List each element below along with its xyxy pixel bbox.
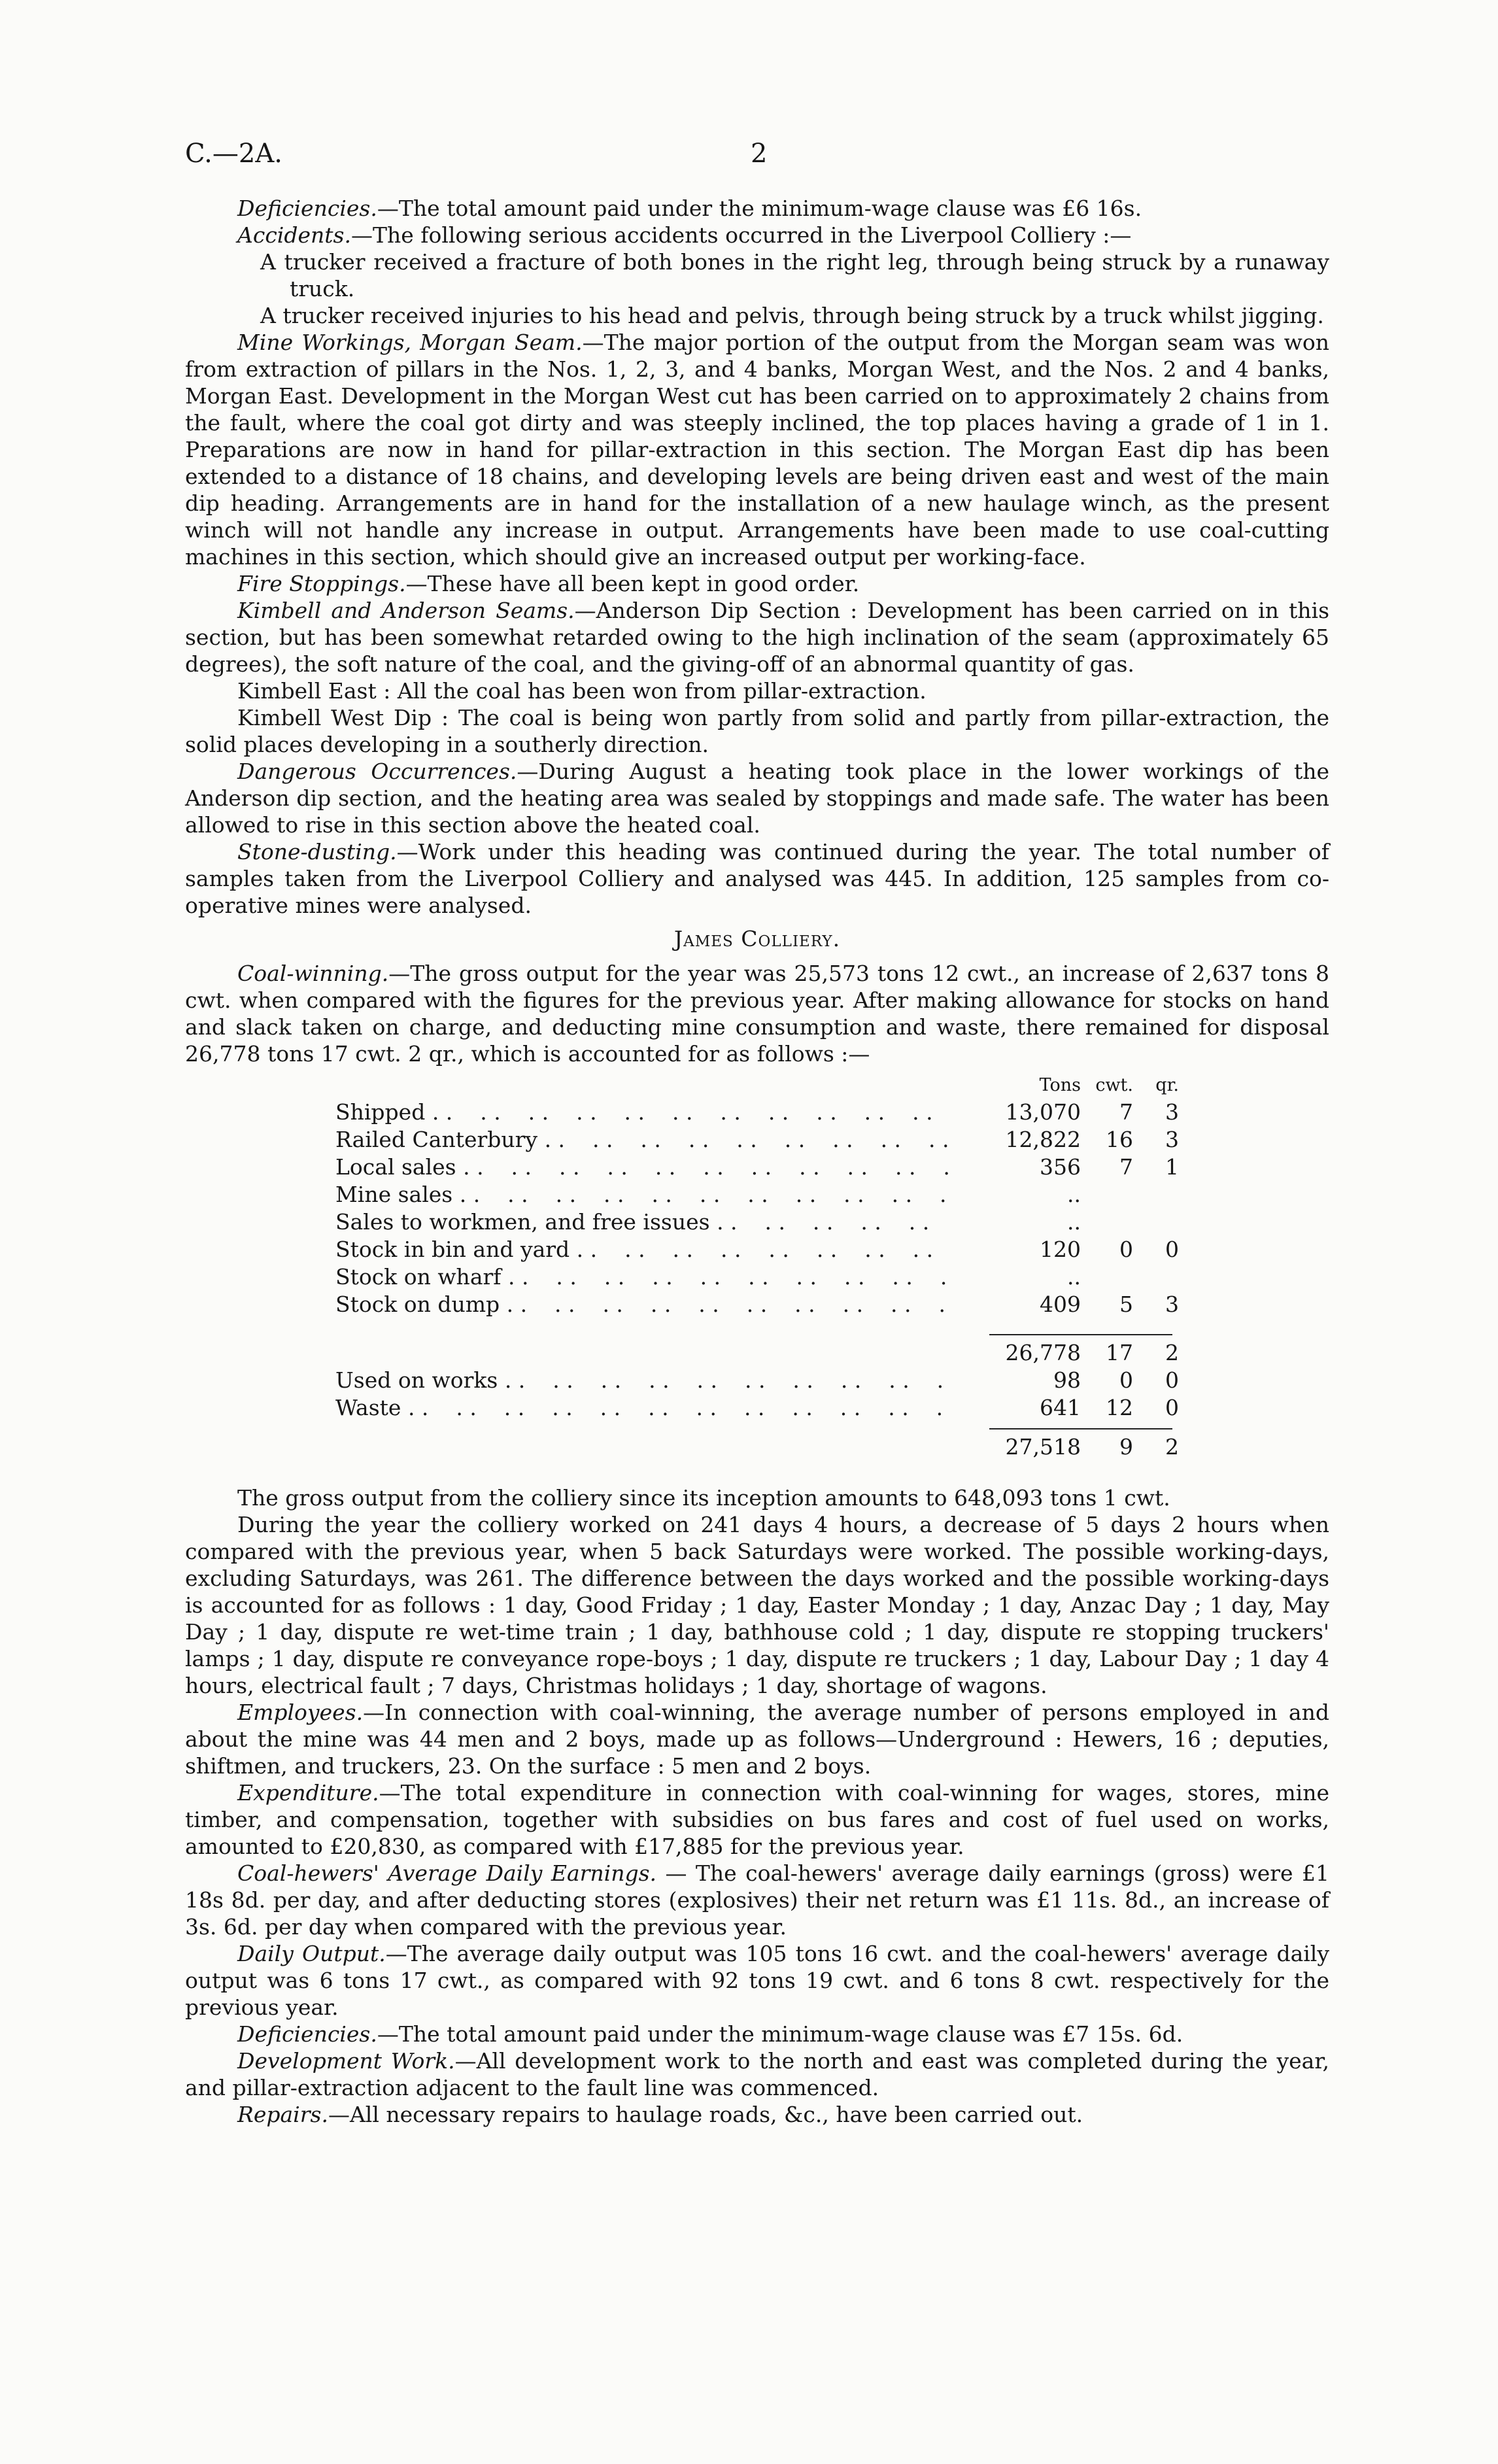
paragraph [185,677,1329,704]
paragraph-text: —All development work to the north and east was completed during the year, and pillar-extraction adjacent to the fault line was commenced. [185,2048,1330,2100]
paragraph-text: —In connection with coal-winning, the average number of persons employed in and about the mine was 44 men and 2 boys, made up as follows—Underground : Hewers, 16 ; deputies, shiftmen, and truckers, 23. On the surface : 5 men and 2 boys. [185,1700,1329,1779]
paragraph [185,329,1329,570]
row-qr: 0 [1165,1367,1179,1393]
row-cwt: 5 [1119,1292,1133,1317]
subtotal-qr: 2 [1165,1340,1179,1365]
paragraph [185,758,1329,838]
row-cwt: 7 [1119,1099,1133,1125]
table-body [335,1099,1179,1318]
row-label: Used on works . . [335,1367,950,1394]
paragraph-heading: Dangerous Occurrences. [237,759,517,784]
row-cwt: 0 [1119,1367,1133,1393]
paragraph [185,2101,1329,2128]
paragraph [185,570,1329,597]
paragraph [185,838,1329,919]
row-tons: 12,822 [1005,1127,1081,1152]
table-row [335,1154,1179,1181]
column-header: qr. [1155,1075,1179,1095]
row-qr: 3 [1165,1127,1179,1152]
total-rule [989,1428,1172,1429]
row-cwt: 0 [1119,1237,1133,1262]
paragraph [185,1484,1329,1511]
row-tons: .. [1067,1209,1081,1235]
paragraph-text: —The average daily output was 105 tons 16 cwt. and the coal-hewers' average daily output was 6 tons 17 cwt., as compared with 92 tons 19 cwt. and 6 tons 8 cwt. respectively for the previous year. [185,1941,1329,2020]
table-row [335,1263,1179,1291]
total-tons: 27,518 [1005,1434,1081,1460]
paragraph-text: Kimbell East : All the coal has been won from pillar-extraction. [237,678,927,704]
column-header: cwt. [1095,1075,1133,1095]
row-tons: 641 [1040,1395,1081,1420]
row-tons: 409 [1040,1292,1081,1317]
total-qr: 2 [1165,1434,1179,1460]
paragraph [185,2047,1329,2101]
paragraph-heading: Coal-winning. [237,961,389,986]
paragraph-text: The gross output from the colliery since its inception amounts to 648,093 tons 1 cwt. [237,1485,1170,1511]
table-row [335,1181,1179,1208]
row-label: Stock on dump . . [335,1291,950,1318]
accident-item [185,302,1329,329]
paragraph-heading: Kimbell and Anderson Seams. [237,598,575,623]
paragraph [185,704,1329,758]
page-header [185,139,1329,178]
paragraph-text: —The major portion of the output from the Morgan seam was won from extraction of pillars in the Nos. 1, 2, 3, and 4 banks, Morgan West, and the Nos. 2 and 4 banks, Morgan East. Development in the Morgan West cut has been carried on to approximately 2 chains from the fault, where the coal got dirty and was steeply inclined, the top places having a grade of 1 in 1. Preparations are now in hand for pillar-extraction in this section. The Morgan East dip has been extended to a distance of 18 chains, and developing levels are being driven east and west of the main dip heading. Arrangements are in hand for the installation of a new haulage winch, as the present winch will not handle any increase in output. Arrangements have been made to use coal-cutting machines in this section, which should give an increased output per working-face. [185,330,1329,570]
paragraph [185,597,1329,677]
row-tons: 356 [1040,1154,1081,1180]
paragraph-text: —The total expenditure in connection with coal-winning for wages, stores, mine timber, and compensation, together with subsidies on bus fares and cost of fuel used on works, amounted to £20,830, as compared with £17,885 for the previous year. [185,1780,1329,1859]
paragraph-heading: Deficiencies. [237,196,377,221]
table-row [335,1208,1179,1236]
row-qr: 0 [1165,1237,1179,1262]
row-qr: 0 [1165,1395,1179,1420]
page-content [185,195,1329,2128]
subtotal-rule [989,1334,1172,1335]
column-header: Tons [1039,1075,1081,1095]
row-tons: .. [1067,1182,1081,1207]
row-qr: 1 [1165,1154,1179,1180]
row-label: Stock on wharf . . [335,1263,950,1290]
row-label: Local sales . . [335,1154,950,1180]
paragraph-heading: Stone-dusting. [237,839,397,864]
paragraph-text: —All necessary repairs to haulage roads, &c., have been carried out. [328,2102,1083,2127]
paragraph [185,1699,1329,1779]
paragraph [185,960,1329,1067]
paragraph-text: —These have all been kept in good order. [405,571,860,596]
row-cwt: 16 [1106,1127,1133,1152]
row-label: Sales to workmen, and free issues . . [335,1208,950,1235]
paragraph-text: —The total amount paid under the minimum-wage clause was £6 16s. [377,196,1142,221]
table-row [335,1291,1179,1318]
paragraph-heading: Repairs. [237,2102,328,2127]
paragraph [185,222,1329,248]
paragraph-heading: Employees. [237,1700,364,1725]
document-reference: C.—2A. [185,139,282,169]
section-title: James Colliery. [673,926,841,951]
paragraph-text: —The following serious accidents occurred in the Liverpool Colliery :— [350,222,1132,248]
paragraph-text: —During August a heating took place in the lower workings of the Anderson dip section, and the heating area was sealed by stoppings and made safe. The water has been allowed to rise in this section above the heated coal. [185,759,1329,838]
paragraph-text: —The total amount paid under the minimum-wage clause was £7 15s. 6d. [377,2021,1183,2047]
table-header-row [335,1075,1179,1099]
row-tons: 98 [1053,1367,1081,1393]
paragraph-text: During the year the colliery worked on 241 days 4 hours, a decrease of 5 days 2 hours when compared with the previous year, when 5 back Saturdays were worked. The possible working-days, excluding Saturdays, was 261. The difference between the days worked and the possible working-days is accounted for as follows : 1 day, Good Friday ; 1 day, Easter Monday ; 1 day, Anzac Day ; 1 day, May Day ; 1 day, dispute re wet-time train ; 1 day, bathhouse cold ; 1 day, dispute re stopping truckers' lamps ; 1 day, dispute re conveyance rope-boys ; 1 day, dispute re truckers ; 1 day, Labour Day ; 1 day 4 hours, electrical fault ; 7 days, Christmas holidays ; 1 day, shortage of wagons. [185,1512,1329,1698]
accident-item [185,248,1329,302]
row-label: Waste . . [335,1394,950,1421]
subtotal-row [335,1339,1179,1367]
table-row [335,1126,1179,1154]
paragraph [185,1511,1329,1699]
row-label: Mine sales . . [335,1181,950,1208]
paragraph-heading: Accidents. [237,222,351,248]
row-qr: 3 [1165,1292,1179,1317]
subtotal-tons: 26,778 [1005,1340,1081,1365]
row-cwt: 7 [1119,1154,1133,1180]
paragraph-text: Kimbell West Dip : The coal is being won partly from solid and partly from pillar-extraction, the solid places developing in a southerly direction. [185,705,1329,757]
disposal-table [335,1075,1179,1461]
total-cwt: 9 [1119,1434,1133,1460]
paragraph-heading: Daily Output. [237,1941,386,1966]
page-number: 2 [751,139,768,169]
row-label: Railed Canterbury . . [335,1126,950,1153]
row-qr: 3 [1165,1099,1179,1125]
paragraph-heading: Coal-hewers' Average Daily Earnings. [237,1860,656,1886]
paragraph-text: A trucker received a fracture of both bones in the right leg, through being struck by a runaway truck. [260,249,1329,301]
table-row [335,1394,1179,1422]
subtotal-cwt: 17 [1106,1340,1133,1365]
paragraph-text: A trucker received injuries to his head and pelvis, through being struck by a truck whilst jigging. [260,303,1324,328]
paragraph [185,1779,1329,1860]
paragraph-heading: Deficiencies. [237,2021,377,2047]
row-label: Shipped . . [335,1099,950,1125]
paragraph [185,195,1329,222]
paragraph [185,1940,1329,2021]
table-row [335,1099,1179,1126]
row-cwt: 12 [1106,1395,1133,1420]
total-row [335,1433,1179,1461]
paragraph [185,1860,1329,1940]
paragraph-text: —The gross output for the year was 25,573 tons 12 cwt., an increase of 2,637 tons 8 cwt. when compared with the figures for the previous year. After making allowance for stocks on hand and slack taken on charge, and deducting mine consumption and waste, there remained for disposal 26,778 tons 17 cwt. 2 qr., which is accounted for as follows :— [185,961,1329,1067]
paragraph-heading: Mine Workings, Morgan Seam. [237,330,583,355]
paragraph-text: —Anderson Dip Section : Development has been carried on in this section, but has been somewhat retarded owing to the high inclination of the seam (approximately 65 degrees), the soft nature of the coal, and the giving-off of an abnormal quantity of gas. [185,598,1329,677]
row-tons: 120 [1040,1237,1081,1262]
table-row [335,1367,1179,1394]
paragraph [185,2021,1329,2047]
paragraph-heading: Development Work. [237,2048,455,2074]
paragraph-heading: Expenditure. [237,1780,379,1805]
table-body-extra [335,1367,1179,1422]
row-tons: 13,070 [1005,1099,1081,1125]
paragraph-text: —Work under this heading was continued during the year. The total number of samples taken from the Liverpool Colliery and analysed was 445. In addition, 125 samples from co-operative mines were analysed. [185,839,1329,918]
paragraph-text: — The coal-hewers' average daily earnings (gross) were £1 18s 8d. per day, and after deducting stores (explosives) their net return was £1 11s. 8d., an increase of 3s. 6d. per day when compared with the previous year. [185,1860,1329,1940]
row-tons: .. [1067,1264,1081,1290]
table-row [335,1236,1179,1263]
paragraph-heading: Fire Stoppings. [237,571,406,596]
row-label: Stock in bin and yard . . [335,1236,950,1263]
